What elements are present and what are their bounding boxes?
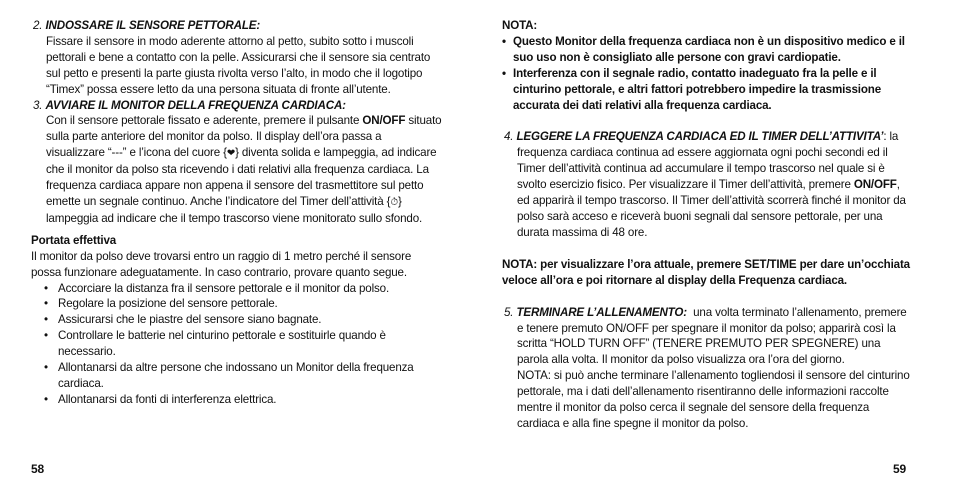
body-text: una volta terminato l’allenamento, premere e tenere premuto ON/OFF per spegnare il monitor da polso; apparirà così la scritta “HOLD TURN OFF” (TENERE PREMUTO PER SPEGNERE) una parola alla volta. Il monitor da polso visualizza ora l’ora del giorno. <box>517 305 907 367</box>
section-number: 3. <box>33 98 43 112</box>
section-end-workout <box>502 305 912 432</box>
body-text: } diventa solida e lampeggia, ad indicare che il monitor da polso sta ricevendo i dati relativi alla frequenza cardiaca. La frequenza cardiaca appare non appena il sensore del trasmettitore sul petto emette un segnale continuo. Anche l’indicatore del Timer dell’attività { <box>46 146 437 208</box>
body-text: , ed apparirà il tempo trascorso. Il Timer dell’attività scorrerà finché il monitor da polso sarà acceso e riceverà buoni segnali dal sensore pettorale, per una durata massima di 48 ore. <box>517 178 906 239</box>
body-text: : la frequenza cardiaca continua ad essere aggiornata ogni pochi secondi ed il Timer dell’attività continua ad accumulare il tempo trascorso nel quale si è svolto esercizio fisico. Per visualizzare il Timer dell’attività, premere <box>517 130 899 192</box>
list-item: • Regolare la posizione del sensore pettorale. <box>31 296 443 312</box>
section-body <box>31 113 443 226</box>
section-start-monitor <box>31 98 443 227</box>
list-item: • Allontanarsi da altre persone che indossano un Monitor della frequenza cardiaca. <box>31 360 443 392</box>
section-wear-sensor <box>31 18 443 98</box>
timer-icon: ⏱ <box>390 196 398 208</box>
left-page <box>31 18 443 408</box>
section-heading <box>31 18 443 34</box>
note-title: NOTA: <box>502 19 538 32</box>
note-block <box>502 18 912 113</box>
body-text: situato sulla parte anteriore del monitor da polso. Il display dell’ora passa a visualizzare “---” e l’icona del cuore { <box>46 114 442 160</box>
body-text: } lampeggia ad indicare che il tempo trascorso viene monitorato sullo sfondo. <box>46 194 423 225</box>
section-title: TERMINARE L’ALLENAMENTO: <box>516 305 687 319</box>
on-off-button-label: ON/OFF <box>853 178 897 192</box>
section-title: LEGGERE LA FREQUENZA CARDIACA ED IL TIMER DELL’ATTIVITA’ <box>516 130 884 144</box>
note-item: • Questo Monitor della frequenza cardiaca non è un dispositivo medico e il suo uso non è consigliato alle persone con gravi cardiopatie. <box>502 34 912 66</box>
spacer <box>502 241 912 257</box>
list-item: • Assicurarsi che le piastre del sensore siano bagnate. <box>31 312 443 328</box>
spacer <box>502 113 912 129</box>
range-tips-list <box>31 281 443 408</box>
section-effective-range <box>31 233 443 408</box>
section-heading <box>31 98 443 114</box>
section-read-heart-rate <box>502 129 912 240</box>
on-off-button-label: ON/OFF <box>362 114 406 128</box>
list-item: • Accorciare la distanza fra il sensore pettorale e il monitor da polso. <box>31 281 443 297</box>
range-title: Portata effettiva <box>31 233 117 247</box>
section-body <box>502 129 912 240</box>
section-number: 5. <box>504 305 514 319</box>
list-item: • Controllare le batterie nel cinturino pettorale e sostituirle quando è necessario. <box>31 328 443 360</box>
note-list <box>502 34 912 114</box>
list-item: • Allontanarsi da fonti di interferenza elettrica. <box>31 392 443 408</box>
range-body: Il monitor da polso deve trovarsi entro un raggio di 1 metro perché il sensore possa funzionare adeguatamente. In caso contrario, provare quanto segue. <box>31 249 412 279</box>
section-body: Fissare il sensore in modo aderente attorno al petto, subito sotto i muscoli pettorali e bene a contatto con la pelle. Assicurarsi che il sensore sia centrato sul petto e presenti la parte giusta rivolta verso l’alto, in modo che il logotipo “Timex” possa essere letto da una persona situata di fronte all’utente. <box>46 34 431 96</box>
section-title: INDOSSARE IL SENSORE PETTORALE: <box>45 19 261 32</box>
spacer <box>502 289 912 305</box>
heart-icon: ❤ <box>226 148 236 160</box>
page-number-right: 59 <box>893 462 907 476</box>
section-number: 4. <box>504 130 514 144</box>
section-note: NOTA: si può anche terminare l’allenamento togliendosi il sensore del cinturino pettorale, ma i dati dell’allenamento risentiranno delle informazioni raccolte mentre il monitor da polso cerca il segnale del sensore della frequenza cardiaca e alla fine spegne il monitor da polso. <box>517 369 910 430</box>
section-title: AVVIARE IL MONITOR DELLA FREQUENZA CARDIACA: <box>45 98 346 112</box>
right-page <box>502 18 912 432</box>
section-number: 2. <box>33 19 43 32</box>
page-number-left: 58 <box>31 462 45 476</box>
note-current-time: NOTA: per visualizzare l’ora attuale, premere SET/TIME per dare un’occhiata veloce all’ora e poi ritornare al display della Frequenza cardiaca. <box>502 257 910 287</box>
note-item: • Interferenza con il segnale radio, contatto inadeguato fra la pelle e il cinturino pettorale, e altri fattori potrebbero impedire la trasmissione accurata dei dati relativi alla frequenza cardiaca. <box>502 66 912 114</box>
body-text: Con il sensore pettorale fissato e aderente, premere il pulsante <box>46 114 360 128</box>
section-body <box>502 305 912 369</box>
